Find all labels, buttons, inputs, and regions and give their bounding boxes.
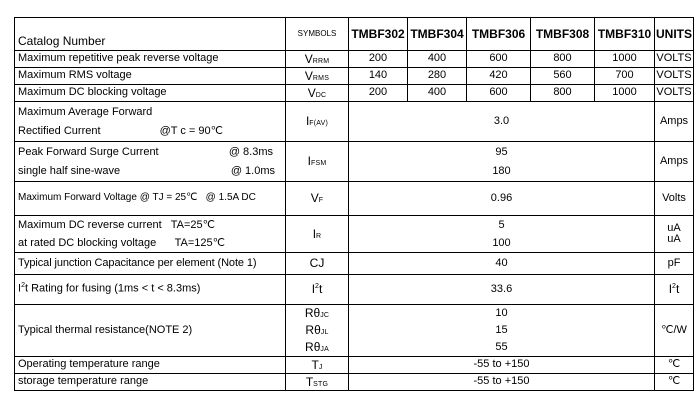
row-label-line: Maximum DC reverse current TA=25℃	[18, 219, 215, 231]
value-cell: 800	[531, 51, 595, 68]
row-label: Maximum repetitive peak reverse voltage	[15, 51, 286, 68]
row-label-line: Peak Forward Surge Current @ 8.3ms	[18, 145, 273, 158]
symbol-cell: IF(AV)	[286, 102, 349, 142]
unit-cell: Amps	[655, 102, 694, 142]
row-label: Typical thermal resistance(NOTE 2)	[15, 305, 286, 357]
row-label: Maximum RMS voltage	[15, 68, 286, 85]
symbol-cell: IFSM	[286, 142, 349, 182]
row-label: Maximum Forward Voltage @ TJ = 25℃ @ 1.5A DC	[15, 182, 286, 216]
row-label: $I^2t$ Rating for fusing (1ms < t < 8.3ms)	[15, 275, 286, 305]
unit-cell: ℃	[655, 357, 694, 374]
cj-row	[15, 253, 694, 275]
value-cell: 700	[595, 68, 655, 85]
units-header: UNITS	[655, 18, 694, 51]
symbol-cell: TJ	[286, 357, 349, 374]
row-label	[15, 142, 286, 182]
header-row	[15, 18, 694, 51]
value-cell-merged: 5 100	[349, 216, 655, 253]
vf-row	[15, 182, 694, 216]
part-header: TMBF308	[531, 18, 595, 51]
row-label: storage temperature range	[15, 374, 286, 391]
value-cell-merged: 10 15 55	[349, 305, 655, 357]
symbol-cell: VDC	[286, 85, 349, 102]
unit-cell: ℃/W	[655, 305, 694, 357]
symbol-cell: VRMS	[286, 68, 349, 85]
value-cell-merged: -55 to +150	[349, 374, 655, 391]
symbols-header: SYMBOLS	[286, 18, 349, 51]
symbol-cell: TSTG	[286, 374, 349, 391]
vdc-row	[15, 85, 694, 102]
row-label: Operating temperature range	[15, 357, 286, 374]
value-cell-merged: 3.0	[349, 102, 655, 142]
unit-cell: uA uA	[655, 216, 694, 253]
value-cell: 800	[531, 85, 595, 102]
unit-cell: pF	[655, 253, 694, 275]
value-cell: 560	[531, 68, 595, 85]
ratings-table-wrapper	[14, 17, 694, 391]
unit-cell: $I^2t$	[655, 275, 694, 305]
value-cell-merged: 40	[349, 253, 655, 275]
unit-cell: VOLTS	[655, 85, 694, 102]
part-header: TMBF306	[467, 18, 531, 51]
ifsm-row	[15, 142, 694, 182]
value-cell: 200	[349, 51, 408, 68]
value-cell: 400	[408, 85, 467, 102]
value-cell: 600	[467, 51, 531, 68]
symbol-cell: RθJC RθJL RθJA	[286, 305, 349, 357]
ir-row	[15, 216, 694, 253]
row-label-line: single half sine-wave @ 1.0ms	[18, 164, 275, 177]
ifav-row	[15, 102, 694, 142]
value-cell: 200	[349, 85, 408, 102]
unit-cell: Volts	[655, 182, 694, 216]
part-header: TMBF304	[408, 18, 467, 51]
row-label: Maximum DC blocking voltage	[15, 85, 286, 102]
value-cell: 1000	[595, 85, 655, 102]
value-cell-merged: -55 to +150	[349, 357, 655, 374]
ratings-table	[14, 17, 694, 391]
vrms-row	[15, 68, 694, 85]
row-label	[15, 102, 286, 142]
vrrm-row	[15, 51, 694, 68]
row-label-line: Rectified Current @T c = 90℃	[18, 124, 223, 137]
value-cell-merged: 33.6	[349, 275, 655, 305]
catalog-number-header: Catalog Number	[15, 18, 286, 51]
row-label	[15, 216, 286, 253]
value-cell: 420	[467, 68, 531, 85]
tstg-row	[15, 374, 694, 391]
symbol-cell: VRRM	[286, 51, 349, 68]
i2t-row	[15, 275, 694, 305]
unit-cell: VOLTS	[655, 51, 694, 68]
value-cell: 1000	[595, 51, 655, 68]
symbol-cell: VF	[286, 182, 349, 216]
unit-cell: Amps	[655, 142, 694, 182]
value-cell: 600	[467, 85, 531, 102]
part-header: TMBF302	[349, 18, 408, 51]
value-cell: 400	[408, 51, 467, 68]
unit-cell: VOLTS	[655, 68, 694, 85]
row-label: Typical junction Capacitance per element (Note 1)	[15, 253, 286, 275]
row-label-line: Maximum Average Forward	[18, 105, 153, 118]
symbol-cell: IR	[286, 216, 349, 253]
value-cell: 280	[408, 68, 467, 85]
value-cell-merged: 95 180	[349, 142, 655, 182]
value-cell-merged: 0.96	[349, 182, 655, 216]
symbol-cell: $I^2t$	[286, 275, 349, 305]
tj-row	[15, 357, 694, 374]
unit-cell: ℃	[655, 374, 694, 391]
symbol-cell: CJ	[286, 253, 349, 275]
thermal-resistance-row	[15, 305, 694, 357]
part-header: TMBF310	[595, 18, 655, 51]
value-cell: 140	[349, 68, 408, 85]
row-label-line: at rated DC blocking voltage TA=125℃	[18, 237, 225, 249]
